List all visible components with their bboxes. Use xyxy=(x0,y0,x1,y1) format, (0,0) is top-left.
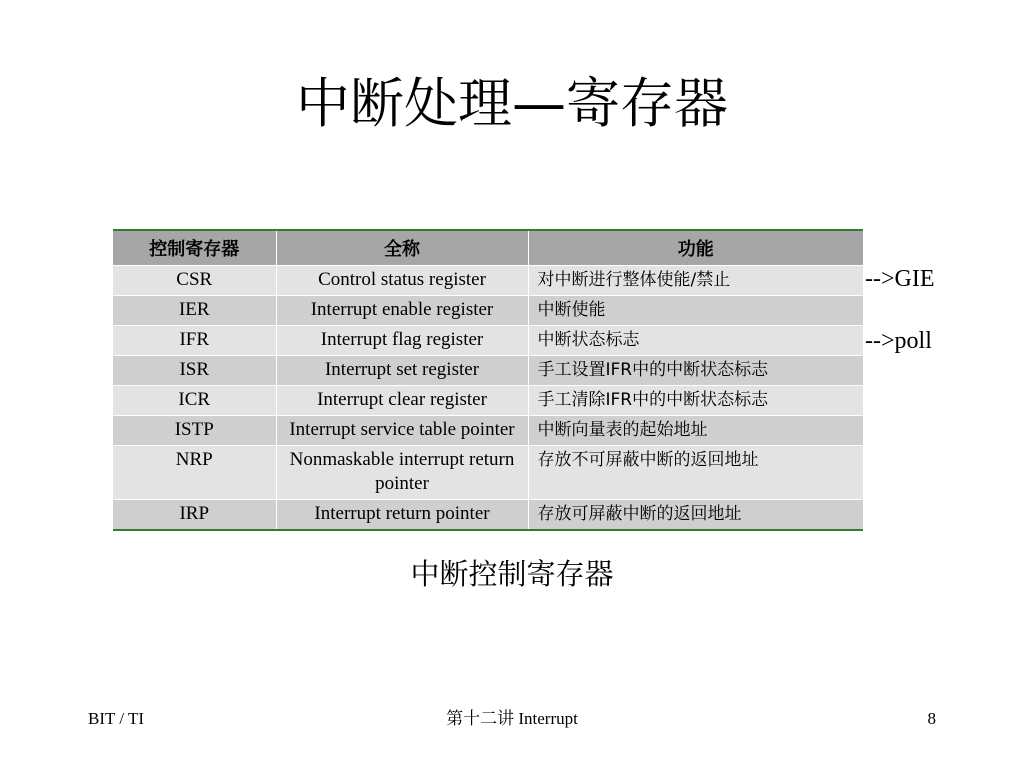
table-row-irp xyxy=(113,500,863,531)
cell-abbr: IFR xyxy=(113,326,276,356)
cell-full-name: Interrupt service table pointer xyxy=(276,416,528,446)
table-row-csr xyxy=(113,266,863,296)
cell-function: 手工设置IFR中的中断状态标志 xyxy=(528,356,863,386)
cell-function: 手工清除IFR中的中断状态标志 xyxy=(528,386,863,416)
page-number: 8 xyxy=(927,709,936,728)
cell-abbr: ISTP xyxy=(113,416,276,446)
note-gie: -->GIE xyxy=(865,266,935,292)
cell-full-name: Nonmaskable interrupt return pointer xyxy=(276,446,528,500)
table-row-nrp xyxy=(113,446,863,500)
table-row-ifr xyxy=(113,326,863,356)
table-row-isr xyxy=(113,356,863,386)
cell-abbr: CSR xyxy=(113,266,276,296)
cell-function: 存放不可屏蔽中断的返回地址 xyxy=(528,446,863,500)
header-full-name: 全称 xyxy=(276,230,528,266)
slide-title: 中断处理—寄存器 xyxy=(296,72,728,136)
cell-full-name: Interrupt flag register xyxy=(276,326,528,356)
cell-function: 存放可屏蔽中断的返回地址 xyxy=(528,500,863,531)
header-register: 控制寄存器 xyxy=(113,230,276,266)
cell-abbr: ISR xyxy=(113,356,276,386)
cell-abbr: NRP xyxy=(113,446,276,500)
table-header-row xyxy=(113,230,863,266)
table-row-ier xyxy=(113,296,863,326)
footer-org: BIT / TI xyxy=(88,709,145,728)
table-row-istp xyxy=(113,416,863,446)
cell-function: 对中断进行整体使能/禁止 xyxy=(528,266,863,296)
table-row-icr xyxy=(113,386,863,416)
cell-full-name: Control status register xyxy=(276,266,528,296)
cell-function: 中断使能 xyxy=(528,296,863,326)
cell-full-name: Interrupt clear register xyxy=(276,386,528,416)
cell-full-name: Interrupt return pointer xyxy=(276,500,528,531)
table-caption: 中断控制寄存器 xyxy=(410,557,614,591)
footer-lecture: 第十二讲 Interrupt xyxy=(446,709,578,728)
cell-full-name: Interrupt enable register xyxy=(276,296,528,326)
cell-function: 中断向量表的起始地址 xyxy=(528,416,863,446)
register-table xyxy=(113,229,863,531)
note-poll: -->poll xyxy=(865,328,932,354)
cell-full-name: Interrupt set register xyxy=(276,356,528,386)
cell-abbr: ICR xyxy=(113,386,276,416)
cell-abbr: IER xyxy=(113,296,276,326)
cell-function: 中断状态标志 xyxy=(528,326,863,356)
header-function: 功能 xyxy=(528,230,863,266)
cell-abbr: IRP xyxy=(113,500,276,531)
